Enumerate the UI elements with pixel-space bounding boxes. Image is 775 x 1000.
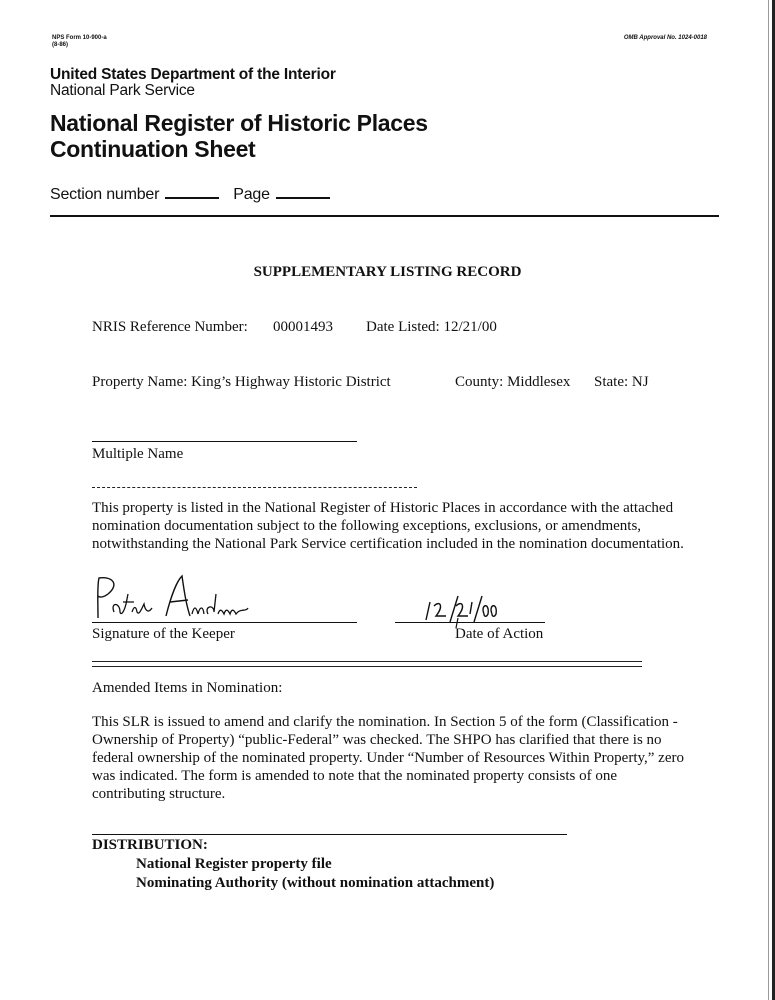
record-heading: SUPPLEMENTARY LISTING RECORD bbox=[253, 264, 522, 280]
omb-approval: OMB Approval No. 1024-0018 bbox=[623, 35, 707, 41]
amended-items-heading: Amended Items in Nomination: bbox=[92, 680, 283, 696]
date-of-action-label: Date of Action bbox=[455, 626, 544, 642]
signature-label: Signature of the Keeper bbox=[92, 626, 235, 642]
page-title: National Register of Historic Places bbox=[50, 110, 428, 136]
nris-label: NRIS Reference Number: bbox=[92, 319, 248, 335]
amendment-text: This SLR is issued to amend and clarify the nomination. In Section 5 of the form (Classification - Ownership of Property) “public-Federal” was checked. The SHPO has clarified that there is no federal ownership of the nominated property. Under “Number of Resources Within Property,” zero was indicated. The form is amended to note that the nominated property consists of one contributing structure. bbox=[92, 714, 684, 802]
keeper-signature bbox=[90, 572, 270, 624]
nris-value: 00001493 bbox=[273, 319, 333, 335]
section-page-line bbox=[50, 186, 336, 204]
double-divider bbox=[92, 661, 642, 667]
state-label: State: bbox=[594, 374, 629, 390]
date-listed bbox=[366, 318, 497, 336]
county-label: County: bbox=[455, 374, 504, 390]
signature-line bbox=[92, 622, 357, 623]
county bbox=[455, 373, 570, 391]
property-name-label: Property Name: bbox=[92, 374, 188, 390]
property-name-value: King’s Highway Historic District bbox=[191, 374, 391, 390]
page-label: Page bbox=[233, 186, 270, 203]
section-number-blank bbox=[165, 196, 219, 199]
agency-name: National Park Service bbox=[50, 82, 195, 99]
distribution-heading: DISTRIBUTION: bbox=[92, 837, 208, 853]
distribution-item: Nominating Authority (without nomination attachment) bbox=[136, 875, 495, 891]
form-number bbox=[52, 35, 107, 49]
page-subtitle: Continuation Sheet bbox=[50, 136, 256, 162]
dashed-divider bbox=[92, 487, 417, 488]
state-value: NJ bbox=[631, 374, 649, 390]
date-line bbox=[395, 622, 545, 623]
page-number-blank bbox=[276, 196, 330, 199]
department-name: United States Department of the Interior bbox=[50, 66, 336, 83]
section-number-label: Section number bbox=[50, 186, 160, 203]
property-name bbox=[92, 373, 391, 391]
distribution-line bbox=[92, 834, 567, 835]
form-date-text: (8-86) bbox=[52, 42, 69, 48]
date-listed-value: 12/21/00 bbox=[443, 319, 497, 335]
distribution-item: National Register property file bbox=[136, 856, 332, 872]
multiple-name-line bbox=[92, 441, 357, 442]
listing-statement: This property is listed in the National Register of Historic Places in accordance with the attached nomination documentation subject to the following exceptions, exclusions, or amendments, notwithstanding the National Park Service certification included in the nomination documentation. bbox=[92, 500, 684, 552]
date-listed-label: Date Listed: bbox=[366, 319, 440, 335]
scan-edge-inner bbox=[768, 0, 769, 1000]
state bbox=[594, 373, 649, 391]
multiple-name-label: Multiple Name bbox=[92, 446, 184, 462]
form-number-text: NPS Form 10-900-a bbox=[52, 35, 107, 41]
header-divider bbox=[50, 215, 719, 217]
county-value: Middlesex bbox=[507, 374, 571, 390]
